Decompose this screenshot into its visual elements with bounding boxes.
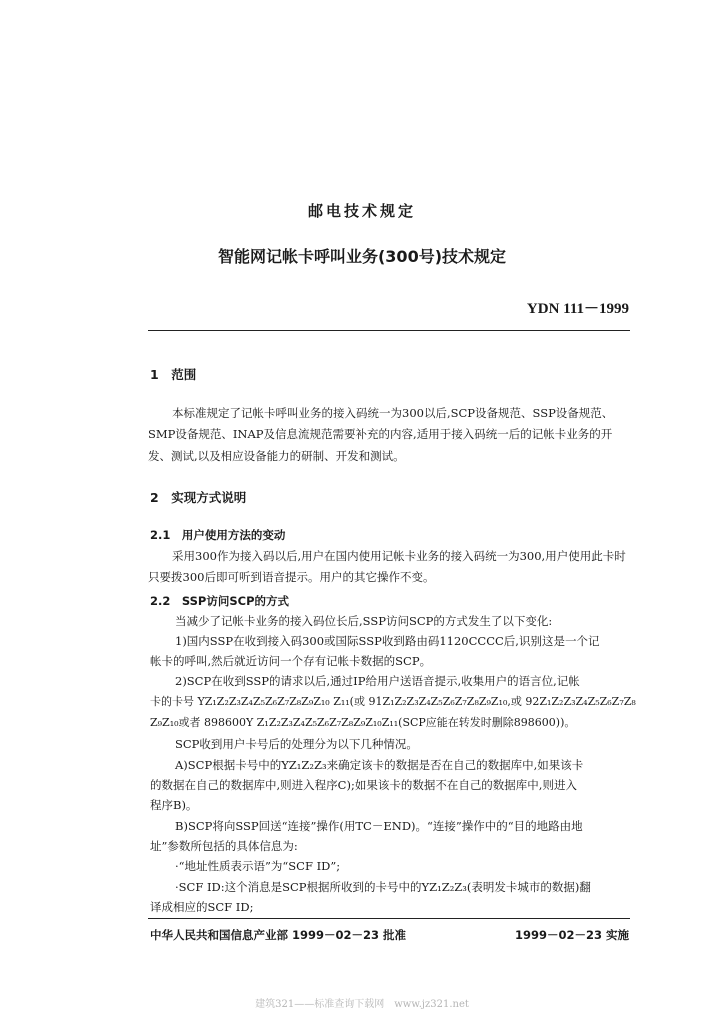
text-line: 帐卡的呼叫,然后就近访问一个存有记帐卡数据的SCP。 — [150, 654, 432, 668]
text-line: 址”参数所包括的具体信息为: — [150, 839, 298, 853]
text-line: 程序B)。 — [150, 798, 198, 812]
header-rule — [148, 330, 630, 331]
standard-number: YDN 111－1999 — [526, 301, 629, 317]
document-title: 智能网记帐卡呼叫业务(300号)技术规定 — [217, 247, 507, 266]
section-1-text: 本标准规定了记帐卡呼叫业务的接入码统一为300以后,SCP设备规范、SSP设备规范、SMP设备规范、INAP及信息流规范需要补充的内容,适用于接入码统一后的记帐卡业务的开发、测试,以及相应设备能力的研制、开发和测试。 — [148, 406, 614, 463]
text-line: 当减少了记帐卡业务的接入码位长后,SSP访问SCP的方式发生了以下变化: — [175, 614, 553, 628]
text-line: SCP收到用户卡号后的处理分为以下几种情况。 — [175, 737, 418, 751]
effective-date: 1999－02－23 实施 — [514, 928, 629, 942]
text-line: 的数据在自己的数据库中,则进入程序C);如果该卡的数据不在自己的数据库中,则进入 — [150, 778, 577, 792]
text-line: 2)SCP在收到SSP的请求以后,通过IP给用户送语音提示,收集用户的语言位,记帐 — [175, 674, 580, 688]
text-line: A)SCP根据卡号中的YZ₁Z₂Z₃来确定该卡的数据是否在自己的数据库中,如果该卡 — [175, 758, 584, 772]
section-2-1-heading: 2.1 用户使用方法的变动 — [150, 528, 286, 542]
document-category: 邮电技术规定 — [307, 202, 416, 220]
approval-line: 中华人民共和国信息产业部 1999－02－23 批准 — [150, 928, 407, 942]
text-line: 1)国内SSP在收到接入码300或国际SSP收到路由码1120CCCC后,识别这是一个记 — [175, 634, 600, 648]
text-line: ·“地址性质表示语”为“SCF ID”; — [175, 859, 341, 873]
text-line: B)SCP将向SSP回送“连接”操作(用TC－END)。“连接”操作中的“目的地路由地 — [175, 819, 583, 833]
section-2-1-text: 采用300作为接入码以后,用户在国内使用记帐卡业务的接入码统一为300,用户使用此卡时只要拨300后即可听到语音提示。用户的其它操作不变。 — [148, 549, 626, 585]
watermark-text: 建筑321——标准查询下载网 www.jz321.net — [255, 999, 469, 1010]
text-line: 卡的卡号 YZ₁Z₂Z₃Z₄Z₅Z₆Z₇Z₈Z₉Z₁₀ Z₁₁(或 91Z₁Z₂Z₃Z₄Z₅Z₆Z₇Z₈Z₉Z₁₀,或 92Z₁Z₂Z₃Z₄Z₅Z₆Z₇Z₈ — [150, 695, 636, 708]
text-line: ·SCF ID:这个消息是SCP根据所收到的卡号中的YZ₁Z₂Z₃(表明发卡城市的数据)翻 — [175, 880, 591, 894]
text-line: 译成相应的SCF ID; — [150, 900, 254, 914]
footer-rule — [148, 918, 630, 919]
text-line: Z₉Z₁₀或者 898600Y Z₁Z₂Z₃Z₄Z₅Z₆Z₇Z₈Z₉Z₁₀Z₁₁(SCP应能在转发时删除898600))。 — [150, 716, 576, 729]
section-2-2-heading: 2.2 SSP访问SCP的方式 — [150, 594, 289, 608]
section-2-heading: 2 实现方式说明 — [150, 490, 247, 505]
section-1-heading: 1 范围 — [150, 367, 197, 382]
